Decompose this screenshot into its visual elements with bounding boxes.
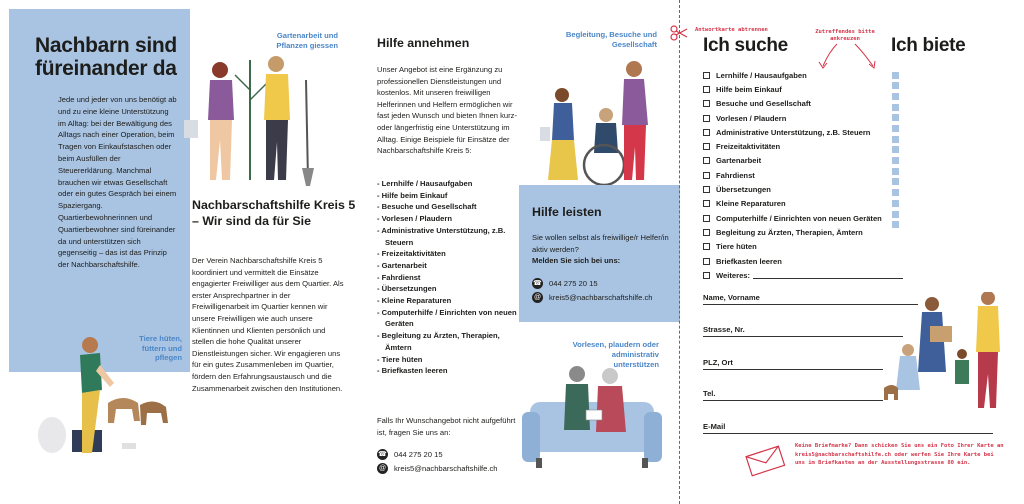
at-icon: @ (533, 294, 542, 301)
list-item: - Gartenarbeit (377, 260, 427, 270)
list-item: - Freizeitaktivitäten (377, 249, 446, 259)
name-field[interactable]: Name, Vorname (703, 289, 918, 305)
pet-care-illustration (30, 335, 200, 465)
instruction-arrows (815, 42, 885, 70)
list-item: - Begleitung zu Ärzten, Therapien, Ämtern (377, 331, 500, 352)
scissors-icon (669, 25, 689, 41)
main-title: Nachbarn sind füreinander da (35, 34, 177, 80)
gardening-illustration (180, 50, 320, 190)
list-item: - Briefkasten leeren (377, 366, 448, 376)
offer-checkbox[interactable] (892, 104, 899, 111)
checklist-item: Hilfe beim Einkauf (703, 82, 903, 96)
checklist-item: Administrative Unterstützung, z.B. Steuern (703, 125, 903, 139)
checklist-item: Freizeitaktivitäten (703, 139, 903, 153)
at-icon: @ (378, 465, 387, 472)
seek-checkbox[interactable] (703, 258, 710, 265)
offer-checkbox[interactable] (892, 146, 899, 153)
offer-checkbox[interactable] (892, 211, 899, 218)
offer-checkbox[interactable] (892, 93, 899, 100)
offer-checkbox[interactable] (892, 221, 899, 228)
phone-contact (377, 449, 443, 460)
seek-checkbox[interactable] (703, 215, 710, 222)
offer-checklist (892, 68, 900, 232)
list-item: - Hilfe beim Einkauf (377, 190, 448, 200)
offer-checkbox[interactable] (892, 82, 899, 89)
give-help-cta: Melden Sie sich bei uns: (532, 256, 621, 266)
wheelchair-illustration (540, 55, 660, 190)
seek-checkbox[interactable] (703, 143, 710, 150)
offer-heading: Ich biete (891, 35, 966, 56)
cut-instruction: Antwortkarte abtrennen (695, 27, 768, 33)
caption-pets: Tiere hüten, füttern und pflegen (139, 334, 182, 362)
phone-field[interactable]: Tel. (703, 385, 883, 401)
phone-icon: ☎ (378, 451, 387, 458)
checklist-item: Fahrdienst (703, 168, 903, 182)
seek-checkbox[interactable] (703, 229, 710, 236)
offer-checkbox[interactable] (892, 114, 899, 121)
intro-text: Jede und jeder von uns benötigt ab und zu eine kleine Unterstützung im Alltag: bei der Bewältigung des Alltags nach einer Operation, beim Tragen von Einkaufstaschen oder beim Ausfüllen der Steuererklärung. Manchmal brauchen wir etwas Gesellschaft oder ein gutes Gespräch bei einem Spaziergang. Quartierbewohnerinnen und Quartierbewohner sind füreinander da und unterstützen sich gegenseitig – das ist das Prinzip der Nachbarschaftshilfe. (58, 95, 177, 270)
caption-garden: Gartenarbeit und Pflanzen giessen (276, 31, 338, 50)
list-item: - Fahrdienst (377, 272, 421, 282)
email-contact (377, 463, 498, 474)
seek-checkbox[interactable] (703, 129, 710, 136)
checklist-item: Besuche und Gesellschaft (703, 97, 903, 111)
offer-checkbox[interactable] (892, 200, 899, 207)
volunteer-email (532, 292, 653, 303)
receive-help-title: Hilfe annehmen (377, 36, 470, 50)
seek-checkbox[interactable] (703, 272, 710, 279)
checklist-item: Vorlesen / Plaudern (703, 111, 903, 125)
receive-help-intro: Unser Angebot ist eine Ergänzung zu professionellen Dienstleistungen und kostenlos. Mit unseren freiwilligen Helferinnen und Helfern ermöglichen wir fast jeden Wunsch und bieten Ihnen kurz- oder längerfristig eine Unterstützung im Alltag. Einige Beispiele für Einsätze der Nachbarschaftshilfe Kreis 5: (377, 65, 518, 156)
zip-city-field[interactable]: PLZ, Ort (703, 354, 883, 370)
checklist-item: Briefkasten leeren (703, 254, 903, 268)
offer-checkbox[interactable] (892, 178, 899, 185)
checklist-item: Lernhilfe / Hausaufgaben (703, 68, 903, 82)
offer-checkbox[interactable] (892, 125, 899, 132)
organisation-title: Nachbarschaftshilfe Kreis 5 – Wir sind da für Sie (192, 198, 356, 228)
organisation-text: Der Verein Nachbarschaftshilfe Kreis 5 koordiniert und vermittelt die Einsätze engagierter Freiwilliger aus dem Quartier. Als erster Ansprechpartner in der Freiwilligenarbeit im Quartier kennen wir unsere Freiwilligen wie auch unsere Klientinnen und Klienten persönlich und stellen die hohe Qualität unserer Dienstleistungen sicher. Wir engagieren uns für ein gutes Zusammenleben im Quartier, fördern den Erfahrungsaustausch und die Zusammenarbeit zwischen den Institutionen. (192, 256, 344, 393)
give-help-text (532, 232, 672, 267)
give-help-title: Hilfe leisten (532, 205, 602, 219)
offer-checkbox[interactable] (892, 157, 899, 164)
list-item: - Besuche und Gesellschaft (377, 202, 477, 212)
sofa-illustration (522, 362, 662, 470)
no-stamp-note: Keine Briefmarke? Dann schicken Sie uns ein Foto Ihrer Karte an kreis5@nachbarschaftshilfe.ch oder werfen Sie Ihre Karte bei uns im Briefkasten an der Ausstellungsstrasse 80 ein. (795, 443, 1004, 466)
tick-instruction: Zutreffendes bitte ankreuzen (815, 29, 875, 42)
list-item: - Administrative Unterstützung, z.B. Steuern (377, 225, 506, 247)
list-item: - Kleine Reparaturen (377, 296, 452, 306)
seek-checkbox[interactable] (703, 72, 710, 79)
list-item: - Vorlesen / Plaudern (377, 214, 452, 224)
seek-checkbox[interactable] (703, 186, 710, 193)
seek-checkbox[interactable] (703, 100, 710, 107)
other-input[interactable] (753, 271, 903, 279)
email-field[interactable]: E-Mail (703, 418, 993, 434)
street-field[interactable]: Strasse, Nr. (703, 321, 903, 337)
caption-accompany: Begleitung, Besuche und Gesellschaft (565, 30, 657, 49)
seek-checkbox[interactable] (703, 115, 710, 122)
checklist-item: Übersetzungen (703, 182, 903, 196)
family-illustration (880, 292, 1010, 412)
seek-checkbox[interactable] (703, 200, 710, 207)
offer-checkbox[interactable] (892, 136, 899, 143)
seek-checklist (703, 68, 903, 282)
receive-help-outro: Falls Ihr Wunschangebot nicht aufgeführt ist, fragen Sie uns an: (377, 416, 516, 437)
seek-checkbox[interactable] (703, 243, 710, 250)
checklist-item-other: Weiteres: (703, 268, 903, 282)
seek-checkbox[interactable] (703, 172, 710, 179)
checklist-item: Begleitung zu Ärzten, Therapien, Ämtern (703, 225, 903, 239)
checklist-item: Gartenarbeit (703, 154, 903, 168)
checklist-item: Computerhilfe / Einrichten von neuen Geräten (703, 211, 903, 225)
checklist-item: Tiere hüten (703, 240, 903, 254)
phone-number: 044 275 20 15 (549, 279, 598, 288)
caption-reading: Vorlesen, plaudern oder administrativ unterstützen (572, 340, 659, 369)
list-item: - Lernhilfe / Hausaufgaben (377, 179, 473, 188)
email-address[interactable]: kreis5@nachbarschaftshilfe.ch (549, 293, 653, 302)
service-list (377, 178, 517, 377)
envelope-icon (742, 443, 788, 477)
list-item: - Tiere hüten (377, 354, 423, 364)
phone-icon: ☎ (533, 280, 542, 287)
offer-checkbox[interactable] (892, 72, 899, 79)
seek-checkbox[interactable] (703, 157, 710, 164)
phone-number: 044 275 20 15 (394, 450, 443, 459)
email-address[interactable]: kreis5@nachbarschaftshilfe.ch (394, 464, 498, 473)
seek-heading: Ich suche (703, 35, 788, 56)
offer-checkbox[interactable] (892, 168, 899, 175)
offer-checkbox[interactable] (892, 189, 899, 196)
list-item: - Computerhilfe / Einrichten von neuen Geräten (377, 307, 517, 329)
cut-line (679, 0, 680, 504)
give-help-question: Sie wollen selbst als freiwillige/r Helfer/in aktiv werden? (532, 233, 669, 254)
seek-checkbox[interactable] (703, 86, 710, 93)
list-item: - Übersetzungen (377, 284, 437, 294)
checklist-item: Kleine Reparaturen (703, 197, 903, 211)
volunteer-phone (532, 278, 598, 289)
